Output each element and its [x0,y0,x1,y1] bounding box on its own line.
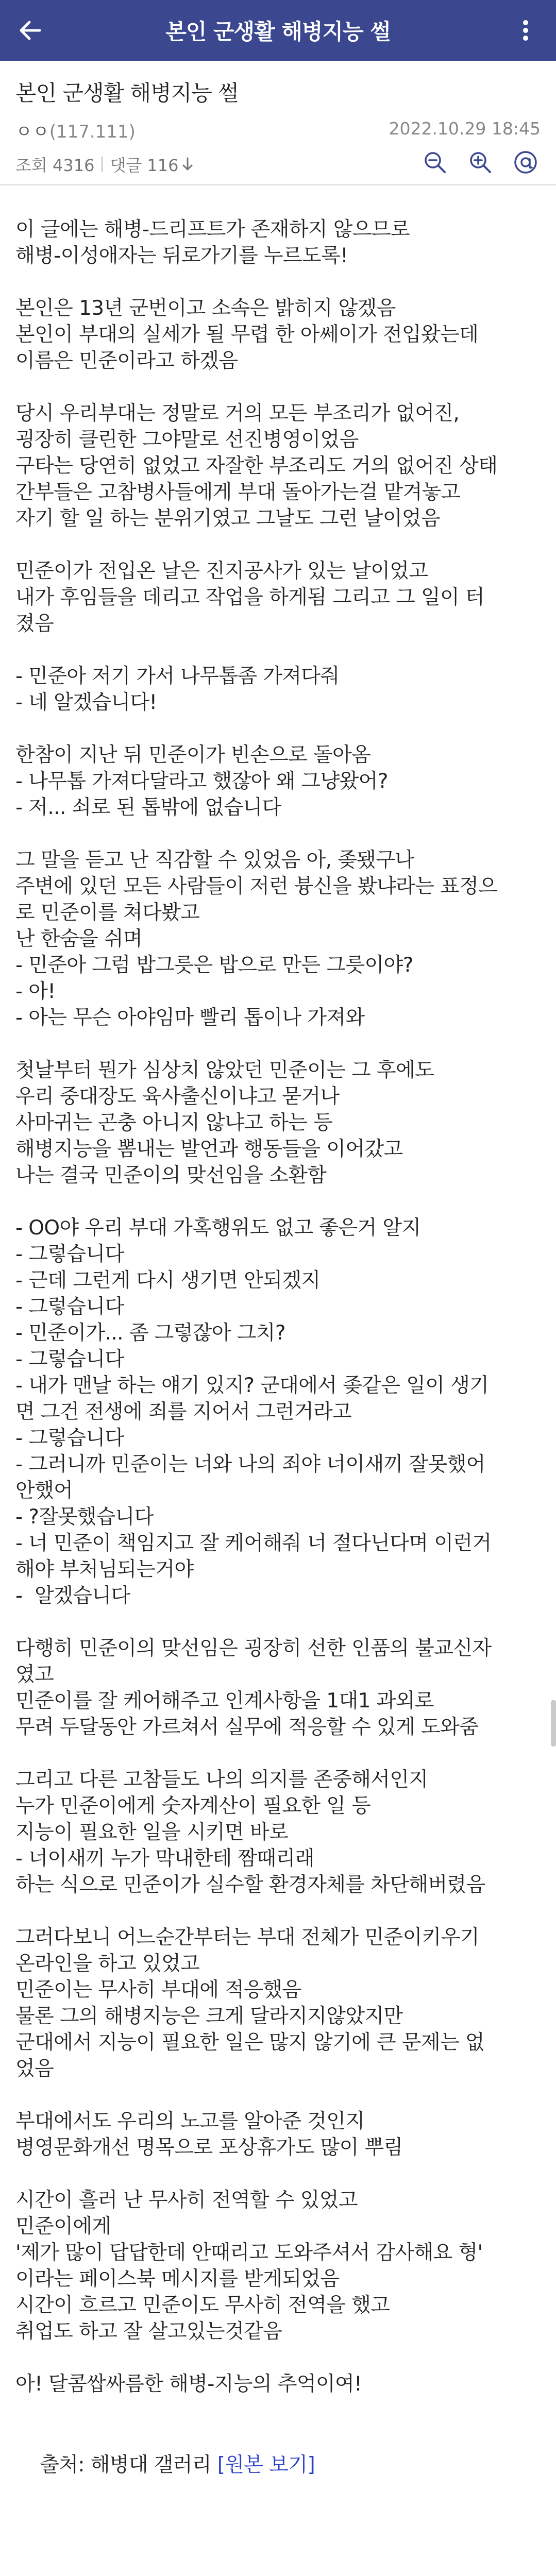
body-line [15,269,541,295]
body-line: - 너이새끼 누가 막내한테 짬때리래 [15,1847,314,1870]
body-line [15,532,541,558]
back-arrow-icon [19,20,42,41]
body-line: - 내가 맨날 하는 얘기 있지? 군대에서 좆같은 일이 생기 [15,1374,489,1397]
body-line: 안했어 [15,1479,73,1502]
scrollbar-thumb[interactable] [551,1700,556,1747]
post-title: 본인 군생활 해병지능 썰 [15,80,239,106]
body-line: - 나무톱 가져다달라고 했잖아 왜 그냥왔어? [15,770,388,793]
body-line: 첫날부터 뭔가 심상치 않았던 민준이는 그 후에도 [15,1059,434,1082]
post-source [15,2426,541,2504]
body-line: - 그렇습니다 [15,1427,124,1450]
body-line [15,1740,541,1767]
body-line: - 민준이가... 좀 그렇잖아 그치? [15,1321,285,1345]
source-original-link[interactable]: [원본 보기] [217,2453,315,2477]
body-line: 병영문화개선 명목으로 포상휴가도 많이 뿌림 [15,2136,403,2159]
body-line: 면 그건 전생에 죄를 지어서 그런거라고 [15,1400,352,1423]
source-label: 출처: 해병대 갤러리 [40,2453,217,2477]
body-line: 었음 [15,2057,54,2080]
body-line [15,821,541,847]
post-date: 2022.10.29 18:45 [389,118,541,139]
body-line: 이름은 민준이라고 하겠음 [15,349,238,372]
body-line: 시간이 흘러 난 무사히 전역할 수 있었고 [15,2189,358,2212]
body-line: - 그렇습니다 [15,1243,124,1266]
body-line: - OO야 우리 부대 가혹행위도 없고 좋은거 알지 [15,1216,421,1240]
body-line: - 네 알겠습니다! [15,691,157,714]
comment-count: 댓글 116 [110,156,179,175]
body-line [15,716,541,742]
app-bar-title: 본인 군생활 해병지능 썰 [165,19,391,44]
font-button[interactable] [511,147,541,177]
zoom-out-button[interactable] [420,147,450,177]
body-line [15,637,541,663]
body-line: 한참이 지난 뒤 민준이가 빈손으로 돌아옴 [15,743,371,767]
body-line: - ?잘못했습니다 [15,1505,154,1529]
body-line: 본인이 부대의 실세가 될 무렵 한 아쎄이가 전입왔는데 [15,323,479,346]
body-line: 내가 후임들을 데리고 작업을 하게됨 그리고 그 일이 터 [15,586,485,609]
body-line: - 그렇습니다 [15,1295,124,1318]
body-line: 해야 부처님되는거야 [15,1558,194,1581]
down-arrow-icon [182,157,193,172]
zoom-in-button[interactable] [465,147,495,177]
body-line: 우리 중대장도 육사출신이냐고 묻거나 [15,1085,340,1108]
body-line: 사마귀는 곤충 아니지 않냐고 하는 등 [15,1111,333,1134]
body-line: 부대에서도 우리의 노고를 알아준 것인지 [15,2110,365,2133]
body-line: 무려 두달동안 가르쳐서 실무에 적응할 수 있게 도와줌 [15,1716,479,1739]
post-header [0,61,556,184]
body-line [15,2082,541,2108]
header-divider [0,184,556,185]
body-line: 그리고 다른 고참들도 나의 의지를 존중해서인지 [15,1768,428,1791]
body-line: 민준이가 전입온 날은 진지공사가 있는 날이었고 [15,560,428,583]
body-line: - 그렇습니다 [15,1348,124,1371]
body-line: 누가 민준이에게 숫자계산이 필요한 일 등 [15,1794,371,1818]
body-line: - 민준아 그럼 밥그릇은 밥으로 만든 그릇이야? [15,954,413,977]
author-name: ㅇㅇ [15,122,49,142]
body-line: 굉장히 클린한 그야말로 선진병영이었음 [15,428,359,451]
body-line: 아! 달콤쌉싸름한 해병-지능의 추억이여! [15,2372,362,2396]
body-line [15,2345,541,2371]
body-line: 당시 우리부대는 정말로 거의 모든 부조리가 없어진, [15,402,460,425]
body-line: 졌음 [15,612,54,635]
body-line: 본인은 13년 군번이고 소속은 밝히지 않겠음 [15,297,396,320]
app-bar [0,0,556,61]
view-count: 조회 4316 [15,156,95,175]
body-line: 온라인을 하고 있었고 [15,1952,200,1975]
body-line: 해병지능을 뽐내는 발언과 행동들을 이어갔고 [15,1138,403,1161]
author-ip: (117.111) [49,122,136,142]
body-line: 군대에서 지능이 필요한 일은 많지 않기에 큰 문제는 없 [15,2031,485,2054]
body-line: 이 글에는 해병-드리프트가 존재하지 않으므로 [15,218,410,241]
zoom-out-icon [423,150,447,175]
body-line: 구타는 당연히 없었고 자잘한 부조리도 거의 없어진 상태 [15,454,498,478]
body-line: - 아는 무슨 아야임마 빨리 톱이나 가져와 [15,1006,365,1029]
body-line: - 민준아 저기 가서 나무톱좀 가져다줘 [15,665,340,688]
stats-divider [102,157,103,172]
zoom-in-icon [468,150,493,175]
body-line: - 근데 그런게 다시 생기면 안되겠지 [15,1269,321,1292]
post-author [15,117,136,143]
back-button[interactable] [0,0,61,61]
body-line: 자기 할 일 하는 분위기였고 그날도 그런 날이었음 [15,507,441,530]
body-line: 그 말을 듣고 난 직감할 수 있었음 아, 좆됐구나 [15,849,414,872]
body-line: 해병-이성애자는 뒤로가기를 누르도록! [15,244,348,267]
more-options-button[interactable] [495,0,556,61]
body-line: 민준이에게 [15,2215,111,2238]
body-line: 민준이를 잘 케어해주고 인계사항을 1대1 과외로 [15,1689,434,1713]
body-line: - 아! [15,980,56,1003]
body-line: 난 한숨을 쉬며 [15,927,143,951]
body-line: 하는 식으로 민준이가 실수할 환경자체를 차단해버렸음 [15,1873,485,1896]
body-line: - 저... 쇠로 된 톱밖에 없습니다 [15,796,281,819]
body-line: '제가 많이 답답한데 안때리고 도와주셔서 감사해요 형' [15,2241,483,2264]
body-line [15,1189,541,1215]
post-stats [15,152,193,176]
body-line: 주변에 있던 모든 사람들이 저런 븅신을 봤냐라는 표정으 [15,875,498,898]
font-icon [513,150,538,175]
body-line: 그러다보니 어느순간부터는 부대 전체가 민준이키우기 [15,1926,479,1949]
body-line [15,1898,541,1924]
body-line: 나는 결국 민준이의 맞선임을 소환함 [15,1164,327,1187]
body-line: - 그러니까 민준이는 너와 나의 죄야 너이새끼 잘못했어 [15,1453,485,1476]
reader-tools [420,147,541,177]
body-line: 였고 [15,1663,54,1686]
body-line: 이라는 페이스북 메시지를 받게되었음 [15,2267,340,2291]
body-line: 물론 그의 해병지능은 크게 달라지지않았지만 [15,2005,403,2028]
body-line [15,374,541,400]
body-line [15,1609,541,1635]
more-vertical-icon [523,20,529,41]
body-line [15,2161,541,2187]
comment-count-link[interactable] [110,152,193,176]
body-line: 취업도 하고 잘 살고있는것같음 [15,2320,282,2343]
body-line: - 너 민준이 책임지고 잘 케어해줘 너 절다닌다며 이런거 [15,1532,492,1555]
body-line: 로 민준이를 쳐다봤고 [15,901,200,924]
body-line: 민준이는 무사히 부대에 적응했음 [15,1978,301,2002]
body-line: 다행히 민준이의 맞선임은 굉장히 선한 인품의 불교신자 [15,1637,492,1660]
body-line [15,2397,541,2424]
body-line: 지능이 필요한 일을 시키면 바로 [15,1821,289,1844]
body-line [15,1031,541,1057]
body-line: - 알겠습니다 [15,1584,130,1607]
post-body [15,216,541,2504]
body-line: 간부들은 고참병사들에게 부대 돌아가는걸 맡겨놓고 [15,481,460,504]
body-line: 시간이 흐르고 민준이도 무사히 전역을 했고 [15,2294,390,2317]
